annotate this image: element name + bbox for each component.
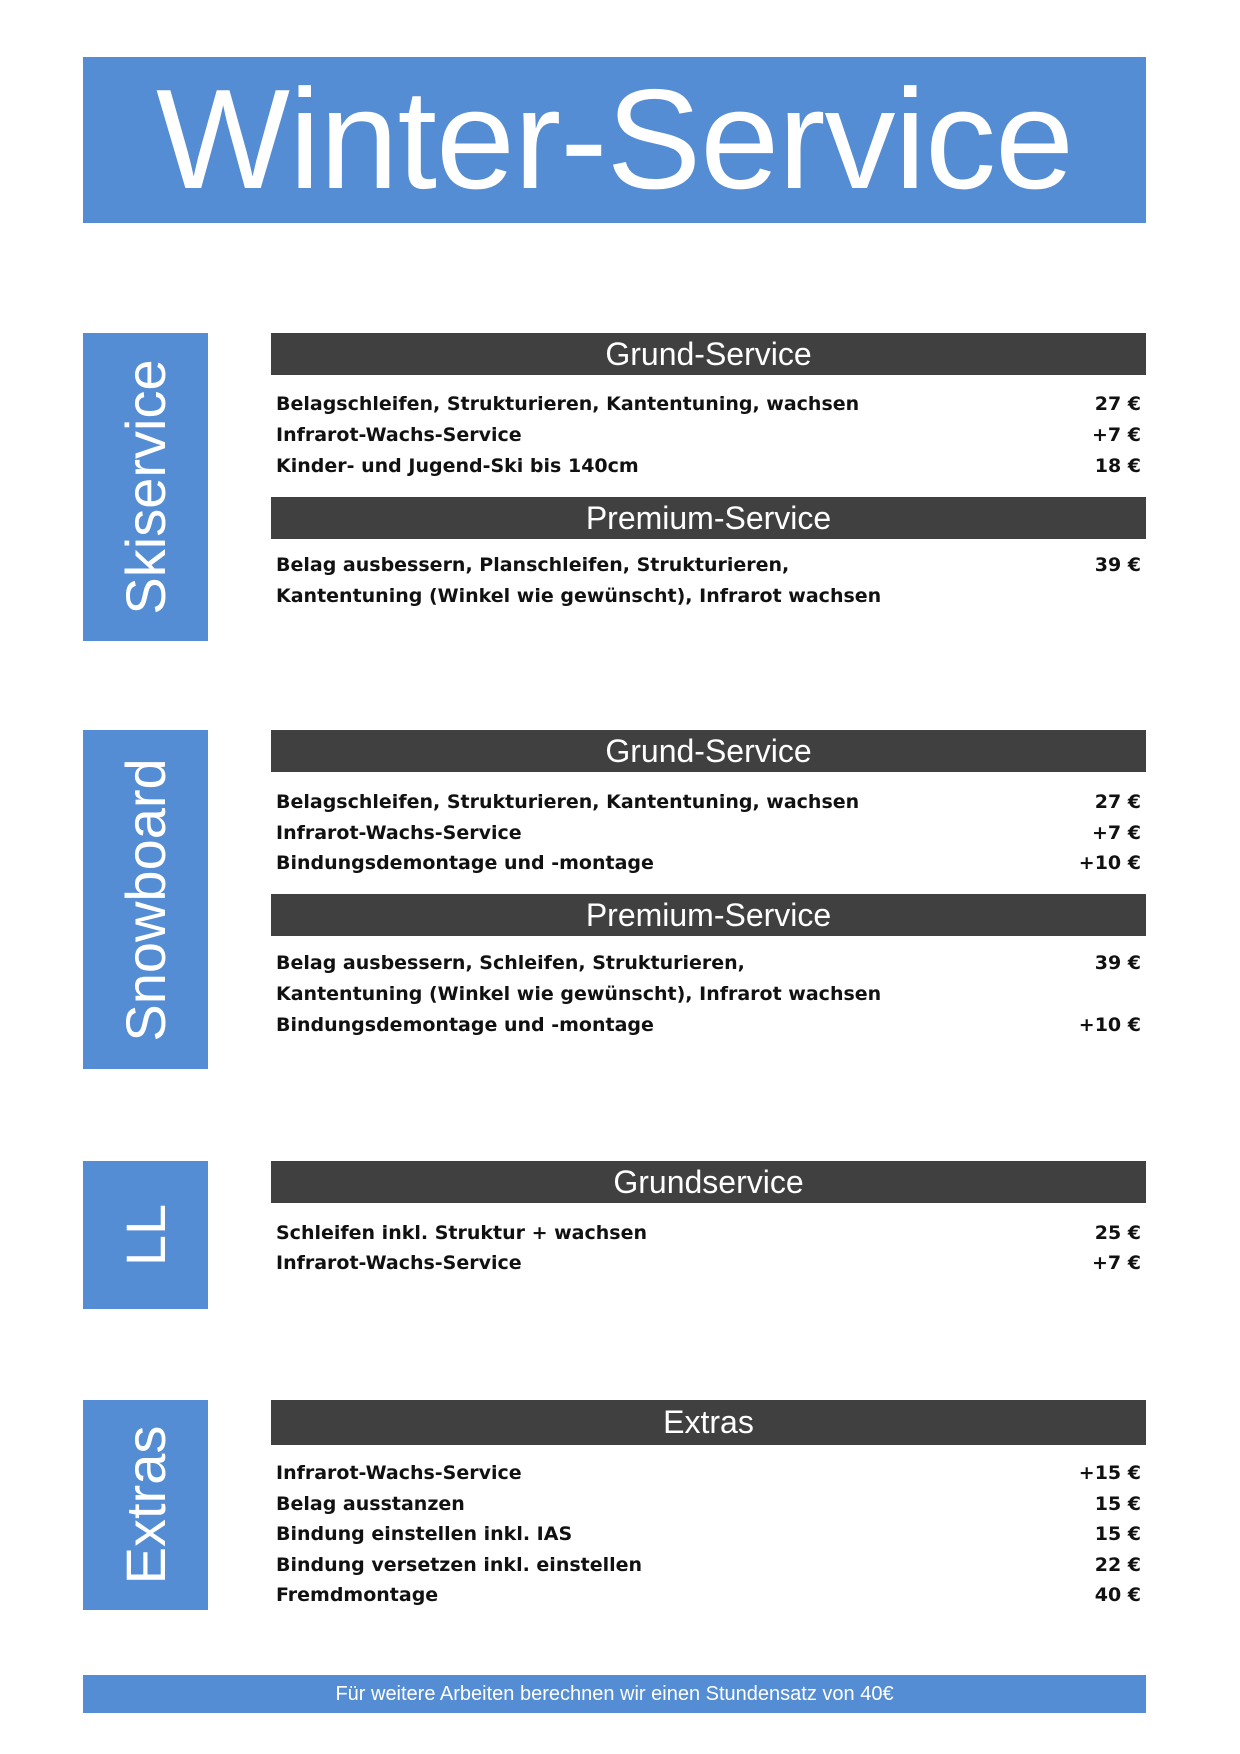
extras-header: Extras (271, 1400, 1146, 1445)
section-label-text: Extras (113, 1425, 177, 1585)
service-label: Schleifen inkl. Struktur + wachsen (276, 1222, 648, 1244)
price-row (276, 582, 1141, 610)
service-label: Infrarot-Wachs-Service (276, 822, 522, 844)
service-price: +7 € (1092, 1252, 1141, 1274)
price-row (276, 1490, 1141, 1518)
ski-grund-service-header: Grund-Service (271, 333, 1146, 375)
price-row (276, 980, 1141, 1008)
price-row (276, 1551, 1141, 1579)
price-row (276, 1459, 1141, 1487)
service-price: 15 € (1094, 1493, 1141, 1515)
service-price: 15 € (1094, 1523, 1141, 1545)
service-price: +15 € (1078, 1462, 1141, 1484)
service-label: Infrarot-Wachs-Service (276, 1252, 522, 1274)
price-row (276, 1249, 1141, 1277)
price-row (276, 788, 1141, 816)
price-row (276, 819, 1141, 847)
service-price: 18 € (1094, 455, 1141, 477)
price-row (276, 1219, 1141, 1247)
service-label: Belagschleifen, Strukturieren, Kantentuning, wachsen (276, 393, 860, 415)
service-label: Kinder- und Jugend-Ski bis 140cm (276, 455, 639, 477)
service-price: +7 € (1092, 424, 1141, 446)
service-price: 39 € (1094, 952, 1141, 974)
service-label: Bindungsdemontage und -montage (276, 852, 654, 874)
service-label: Belag ausbessern, Planschleifen, Strukturieren, (276, 554, 790, 576)
section-label-snowboard (83, 730, 208, 1069)
service-price: 40 € (1094, 1584, 1141, 1606)
service-label: Bindung einstellen inkl. IAS (276, 1523, 573, 1545)
footer-bar (83, 1675, 1146, 1713)
service-price: +10 € (1078, 852, 1141, 874)
section-label-extras (83, 1400, 208, 1610)
price-row (276, 390, 1141, 418)
service-price: 25 € (1094, 1222, 1141, 1244)
snowboard-premium-service-header: Premium-Service (271, 894, 1146, 936)
service-label: Belag ausstanzen (276, 1493, 465, 1515)
section-label-text: Snowboard (113, 757, 177, 1042)
price-row (276, 1011, 1141, 1039)
price-row (276, 452, 1141, 480)
ll-grundservice-header: Grundservice (271, 1161, 1146, 1203)
section-label-text: LL (113, 1203, 177, 1267)
price-row (276, 421, 1141, 449)
service-label: Bindung versetzen inkl. einstellen (276, 1554, 643, 1576)
section-label-text: Skiservice (113, 359, 177, 615)
title-banner (83, 57, 1146, 223)
price-row (276, 949, 1141, 977)
service-label: Infrarot-Wachs-Service (276, 424, 522, 446)
price-row (276, 1520, 1141, 1548)
ski-premium-service-header: Premium-Service (271, 497, 1146, 539)
service-price: +10 € (1078, 1014, 1141, 1036)
footer-note: Für weitere Arbeiten berechnen wir einen Stundensatz von 40€ (335, 1682, 894, 1705)
service-label: Infrarot-Wachs-Service (276, 1462, 522, 1484)
service-price: 39 € (1094, 554, 1141, 576)
service-price: 27 € (1094, 791, 1141, 813)
service-price: +7 € (1092, 822, 1141, 844)
service-label: Belag ausbessern, Schleifen, Strukturieren, (276, 952, 745, 974)
section-label-ll (83, 1161, 208, 1309)
service-label: Kantentuning (Winkel wie gewünscht), Infrarot wachsen (276, 585, 882, 607)
service-price: 27 € (1094, 393, 1141, 415)
price-row (276, 849, 1141, 877)
service-label: Bindungsdemontage und -montage (276, 1014, 654, 1036)
service-price: 22 € (1094, 1554, 1141, 1576)
price-row (276, 1581, 1141, 1609)
page-title: Winter-Service (155, 60, 1074, 219)
section-label-skiservice (83, 333, 208, 641)
service-label: Kantentuning (Winkel wie gewünscht), Infrarot wachsen (276, 983, 882, 1005)
service-label: Fremdmontage (276, 1584, 439, 1606)
snowboard-grund-service-header: Grund-Service (271, 730, 1146, 772)
service-label: Belagschleifen, Strukturieren, Kantentuning, wachsen (276, 791, 860, 813)
price-row (276, 551, 1141, 579)
